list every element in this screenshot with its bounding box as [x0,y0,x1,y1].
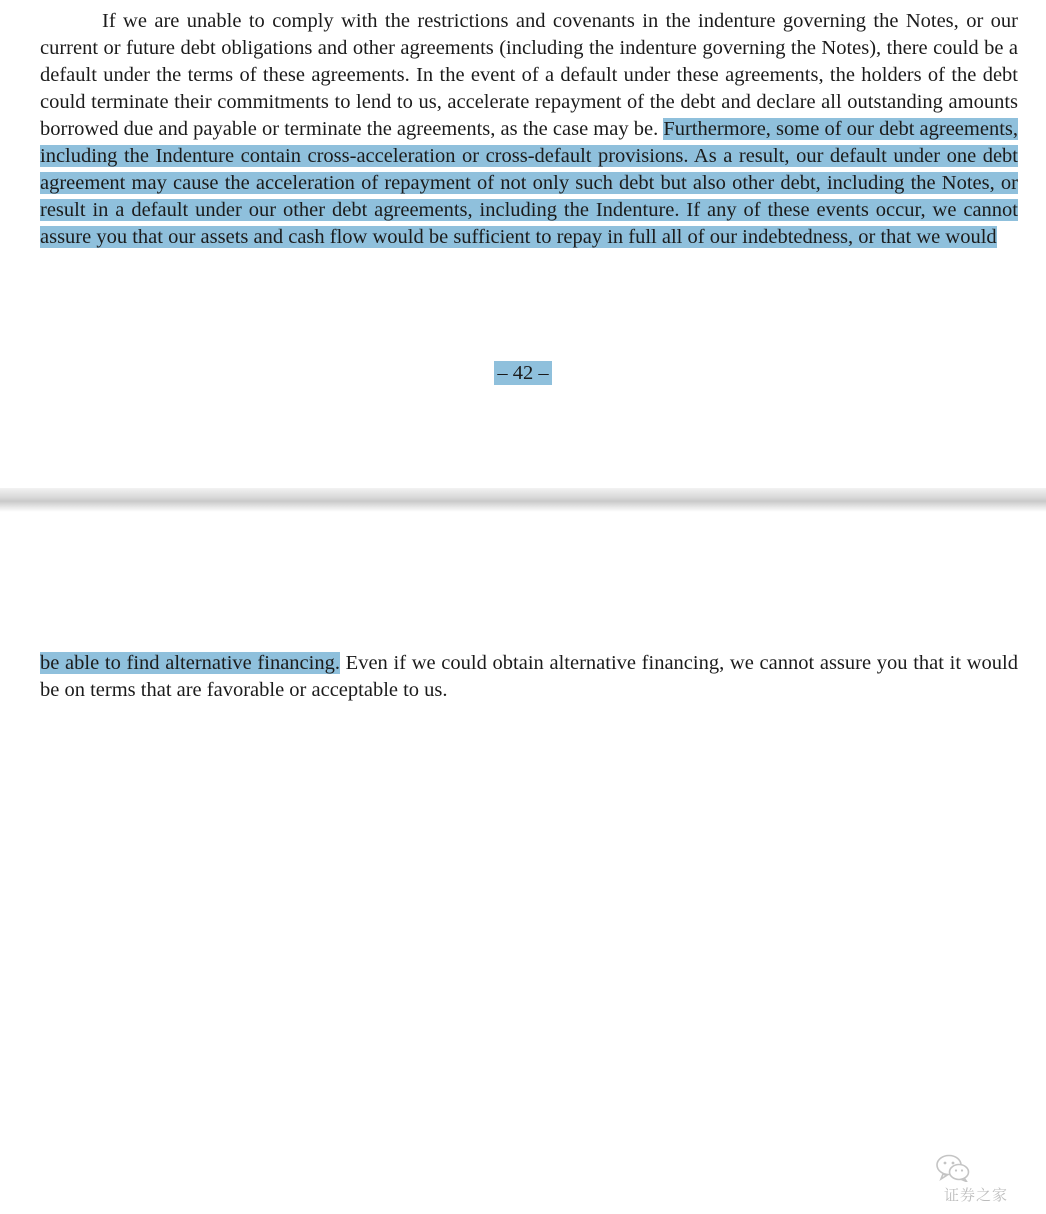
paragraph-top-highlighted-text: Furthermore, some of our debt agreements, including the Indenture contain cross-acceleration or cross-default provisions. As a result, our default under one debt agreement may cause the acceleration of repayment of not only such debt but also other debt, including the Notes, or result in a default under our other debt agreements, including the Indenture. If any of these events occur, we cannot assure you that our assets and cash flow would be sufficient to repay in full all of our indebtedness, or that we would [40,118,1019,248]
page-separator [0,488,1046,512]
watermark [924,1150,1028,1214]
page-number: – 42 – [494,361,551,385]
wechat-logo-icon [936,1154,970,1182]
paragraph-risk-factor-top [40,8,1018,251]
document-page-top [0,0,1046,488]
paragraph-bottom-highlighted-text: be able to find alternative financing. [40,652,340,674]
page-number-container [0,362,1046,385]
paragraph-bottom-plain-text: Even if we could obtain alternative financing, we cannot assure you that it would be on terms that are favorable or acceptable to us. [40,652,1018,701]
watermark-label: 证券之家 [943,1186,1008,1204]
document-page-bottom [0,512,1046,1204]
paragraph-risk-factor-bottom [40,650,1018,704]
paragraph-top-plain-text: If we are unable to comply with the restrictions and covenants in the indenture governing the Notes, or our current or future debt obligations and other agreements (including the indenture governing the Notes), there could be a default under the terms of these agreements. In the event of a default under these agreements, the holders of the debt could terminate their commitments to lend to us, accelerate repayment of the debt and declare all outstanding amounts borrowed due and payable or terminate the agreements, as the case may be. [40,10,1018,140]
